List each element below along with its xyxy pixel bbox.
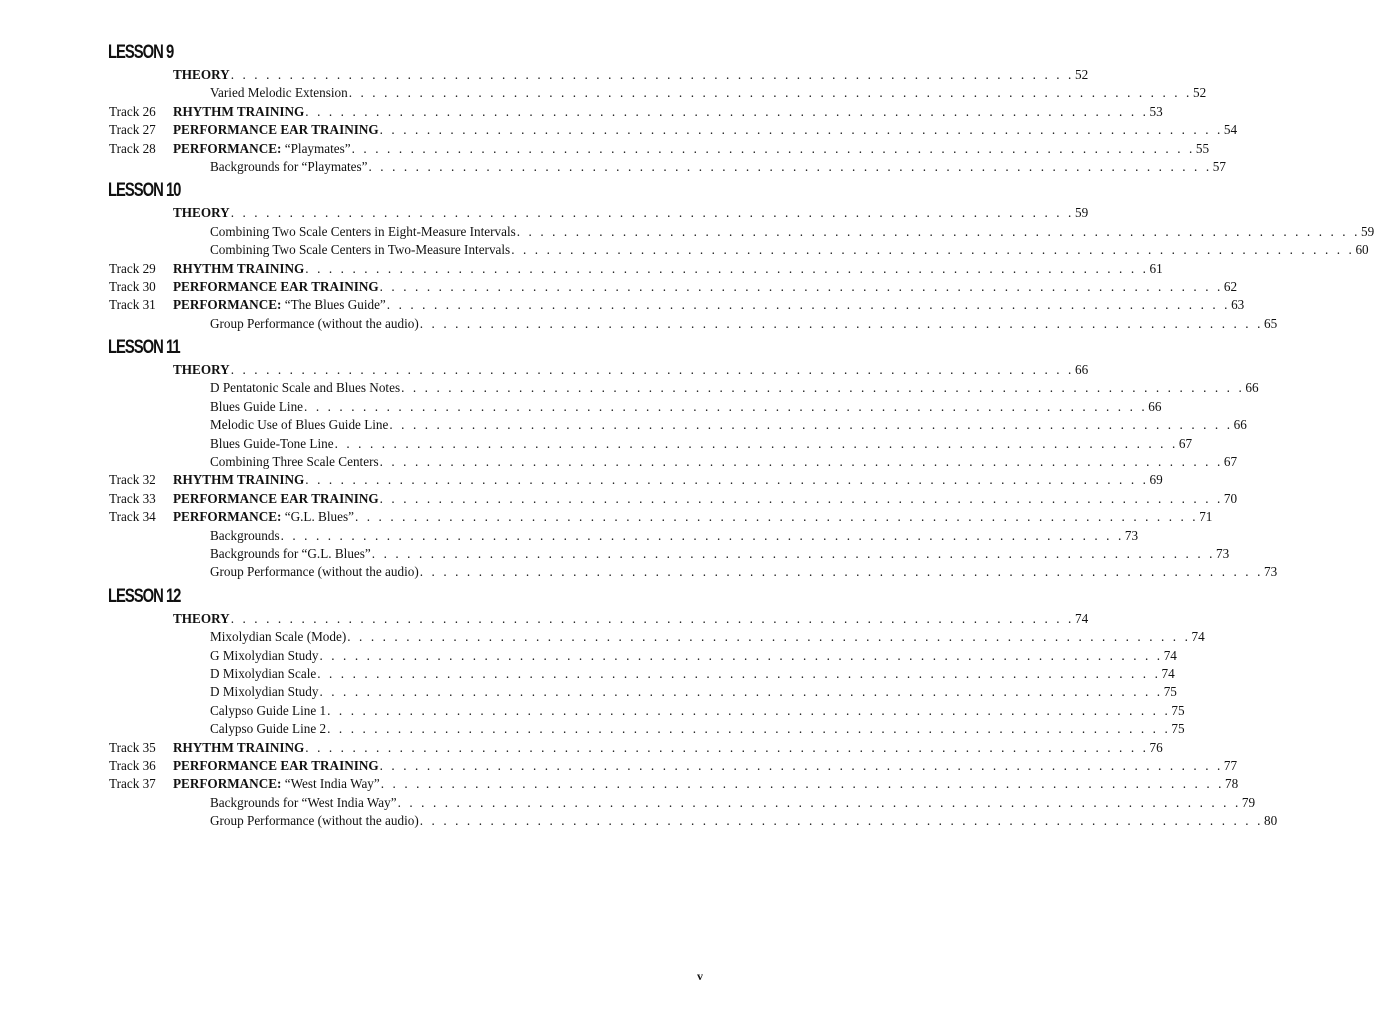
entry-title-text: Combining Two Scale Centers in Eight-Measure Intervals xyxy=(210,223,516,239)
dot-leader: . . . . . . . . . . . . . . . . . . . . . . . . . . . . . . . . . . . . . . . . . . . . . . . . . . . . . . . . . . . . . . . . . . . . . . . . xyxy=(354,509,1199,525)
entry-page-number: 74 xyxy=(1191,629,1205,645)
entry-page-number: 57 xyxy=(1212,158,1226,174)
entry-title xyxy=(210,379,400,397)
entry-page-number: 66 xyxy=(1245,380,1259,396)
entry-line xyxy=(173,121,1238,139)
dot-leader: . . . . . . . . . . . . . . . . . . . . . . . . . . . . . . . . . . . . . . . . . . . . . . . . . . . . . . . . . . . . . . . . . . . . . . . . xyxy=(386,297,1231,313)
entry-page-number: 52 xyxy=(1074,67,1089,82)
entry-title-text: G Mixolydian Study xyxy=(210,647,319,663)
entry-title xyxy=(173,361,230,379)
entry-page-number: 62 xyxy=(1223,278,1238,294)
entry-title xyxy=(210,683,318,701)
toc-subentry[interactable] xyxy=(0,416,1247,434)
dot-leader: . . . . . . . . . . . . . . . . . . . . . . . . . . . . . . . . . . . . . . . . . . . . . . . . . . . . . . . . . . . . . . . . . . . . . . . . xyxy=(347,629,1191,645)
toc-subentry[interactable] xyxy=(0,812,1278,830)
entry-title-text: THEORY xyxy=(173,67,230,82)
entry-line xyxy=(173,66,1089,84)
entry-page-number: 69 xyxy=(1149,472,1163,488)
entry-line xyxy=(173,471,1163,489)
entry-title xyxy=(210,628,346,646)
entry-song-title: “The Blues Guide” xyxy=(284,297,386,313)
toc-entry[interactable] xyxy=(0,361,1089,379)
entry-line xyxy=(210,683,1177,701)
entry-line xyxy=(173,204,1089,222)
dot-leader: . . . . . . . . . . . . . . . . . . . . . . . . . . . . . . . . . . . . . . . . . . . . . . . . . . . . . . . . . . . . . . . . . . . . . . . . xyxy=(419,564,1264,580)
dot-leader: . . . . . . . . . . . . . . . . . . . . . . . . . . . . . . . . . . . . . . . . . . . . . . . . . . . . . . . . . . . . . . . . . . . . . . . . xyxy=(317,665,1161,681)
entry-title xyxy=(210,812,419,830)
entry-page-number: 74 xyxy=(1163,647,1177,663)
entry-line xyxy=(210,158,1226,176)
track-number: Track 37 xyxy=(109,776,156,792)
entry-line xyxy=(210,665,1175,683)
entry-page-number: 75 xyxy=(1171,702,1185,718)
entry-title xyxy=(173,610,230,628)
toc-subentry[interactable] xyxy=(0,379,1259,397)
entry-page-number: 59 xyxy=(1361,223,1374,239)
entry-line xyxy=(173,739,1163,757)
entry-line xyxy=(210,628,1205,646)
toc-subentry[interactable] xyxy=(0,453,1238,471)
entry-title xyxy=(173,121,379,139)
track-number: Track 31 xyxy=(109,297,156,313)
entry-page-number: 66 xyxy=(1074,362,1089,378)
entry-page-number: 74 xyxy=(1161,665,1175,681)
toc-subentry[interactable] xyxy=(0,702,1185,720)
entry-title-text: Group Performance (without the audio) xyxy=(210,813,419,829)
dot-leader: . . . . . . . . . . . . . . . . . . . . . . . . . . . . . . . . . . . . . . . . . . . . . . . . . . . . . . . . . . . . . . . . . . . . . . . . xyxy=(401,380,1245,396)
track-number: Track 35 xyxy=(109,739,156,755)
entry-title-text: Combining Two Scale Centers in Two-Measure Intervals xyxy=(210,242,511,258)
entry-title xyxy=(210,398,303,416)
entry-page-number: 73 xyxy=(1124,527,1139,543)
dot-leader: . . . . . . . . . . . . . . . . . . . . . . . . . . . . . . . . . . . . . . . . . . . . . . . . . . . . . . . . . . . . . . . . . . . . . . . . xyxy=(516,223,1361,239)
toc-subentry[interactable] xyxy=(0,545,1230,563)
entry-title-text: Backgrounds for “West India Way” xyxy=(210,794,397,810)
entry-line xyxy=(210,379,1259,397)
entry-line xyxy=(210,563,1278,581)
toc-subentry[interactable] xyxy=(0,527,1139,545)
lesson-heading: LESSON 9 xyxy=(108,42,174,63)
entry-page-number: 67 xyxy=(1178,435,1193,451)
toc-entry[interactable] xyxy=(0,775,1239,793)
entry-line xyxy=(173,757,1238,775)
entry-title-text: Backgrounds for “G.L. Blues” xyxy=(210,545,371,561)
entry-page-number: 67 xyxy=(1223,454,1238,470)
entry-line xyxy=(210,545,1230,563)
entry-title-text: Combining Three Scale Centers xyxy=(210,454,379,470)
entry-title-text: PERFORMANCE EAR TRAINING xyxy=(173,757,379,773)
entry-line xyxy=(210,647,1177,665)
entry-line xyxy=(173,140,1210,158)
entry-title-text: PERFORMANCE: xyxy=(173,297,282,313)
toc-subentry[interactable] xyxy=(0,794,1256,812)
entry-page-number: 55 xyxy=(1195,140,1210,156)
entry-title-text: RHYTHM TRAINING xyxy=(173,739,305,755)
track-number: Track 26 xyxy=(109,103,156,119)
track-number: Track 32 xyxy=(109,472,156,488)
toc-entry[interactable] xyxy=(0,471,1163,489)
entry-title xyxy=(210,453,379,471)
entry-title xyxy=(210,241,510,259)
entry-title xyxy=(173,140,351,158)
dot-leader: . . . . . . . . . . . . . . . . . . . . . . . . . . . . . . . . . . . . . . . . . . . . . . . . . . . . . . . . . . . . . . . . . . . . . . . . xyxy=(379,757,1223,773)
toc-subentry[interactable] xyxy=(0,398,1162,416)
toc-entry[interactable] xyxy=(0,121,1238,139)
track-number: Track 33 xyxy=(109,490,156,506)
dot-leader: . . . . . . . . . . . . . . . . . . . . . . . . . . . . . . . . . . . . . . . . . . . . . . . . . . . . . . . . . . . . . . . . . . . . . . . . xyxy=(327,721,1171,737)
dot-leader: . . . . . . . . . . . . . . . . . . . . . . . . . . . . . . . . . . . . . . . . . . . . . . . . . . . . . . . . . . . . . . . . . . . . . . . . xyxy=(304,398,1148,414)
entry-title-text: PERFORMANCE: xyxy=(173,140,282,156)
entry-title xyxy=(173,260,304,278)
entry-line xyxy=(210,527,1139,545)
dot-leader: . . . . . . . . . . . . . . . . . . . . . . . . . . . . . . . . . . . . . . . . . . . . . . . . . . . . . . . . . . . . . . . . . . . . . . . . xyxy=(371,545,1216,561)
entry-line xyxy=(173,296,1245,314)
track-number: Track 29 xyxy=(109,260,156,276)
toc-subentry[interactable] xyxy=(0,435,1193,453)
toc-subentry[interactable] xyxy=(0,563,1278,581)
toc-subentry[interactable] xyxy=(0,683,1177,701)
dot-leader: . . . . . . . . . . . . . . . . . . . . . . . . . . . . . . . . . . . . . . . . . . . . . . . . . . . . . . . . . . . . . . . . . . . . . . . . xyxy=(511,242,1355,258)
toc-subentry[interactable] xyxy=(0,223,1374,241)
toc-subentry[interactable] xyxy=(0,158,1226,176)
entry-title xyxy=(173,739,304,757)
toc-subentry[interactable] xyxy=(0,720,1185,738)
entry-page-number: 54 xyxy=(1223,122,1238,138)
lesson-section xyxy=(0,40,1238,176)
entry-title xyxy=(210,435,334,453)
dot-leader: . . . . . . . . . . . . . . . . . . . . . . . . . . . . . . . . . . . . . . . . . . . . . . . . . . . . . . . . . . . . . . . . . . . . . . . . xyxy=(327,702,1171,718)
entry-line xyxy=(173,610,1089,628)
track-number: Track 36 xyxy=(109,757,156,773)
track-number: Track 30 xyxy=(109,278,156,294)
entry-title-text: PERFORMANCE: xyxy=(173,509,282,525)
entry-line xyxy=(173,490,1238,508)
entry-title-text: Calypso Guide Line 1 xyxy=(210,702,327,718)
entry-title-text: THEORY xyxy=(173,610,230,626)
entry-title-text: Calypso Guide Line 2 xyxy=(210,721,327,737)
entry-title-text: Melodic Use of Blues Guide Line xyxy=(210,417,389,433)
dot-leader: . . . . . . . . . . . . . . . . . . . . . . . . . . . . . . . . . . . . . . . . . . . . . . . . . . . . . . . . . . . . . . . . . . . . . . . . xyxy=(379,490,1223,506)
entry-title xyxy=(173,204,230,222)
entry-page-number: 63 xyxy=(1231,297,1245,313)
entry-title-text: Backgrounds for “Playmates” xyxy=(210,158,368,174)
entry-title xyxy=(173,66,230,84)
entry-line xyxy=(210,702,1185,720)
entry-line xyxy=(210,398,1162,416)
toc-subentry[interactable] xyxy=(0,628,1205,646)
lesson-heading: LESSON 12 xyxy=(108,585,181,607)
toc-entry[interactable] xyxy=(0,296,1245,314)
entry-page-number: 71 xyxy=(1199,509,1213,525)
entry-title xyxy=(210,84,348,102)
entry-line xyxy=(210,720,1185,738)
entry-title-text: PERFORMANCE EAR TRAINING xyxy=(173,122,379,138)
entry-page-number: 70 xyxy=(1223,490,1238,506)
entry-title xyxy=(210,563,419,581)
dot-leader: . . . . . . . . . . . . . . . . . . . . . . . . . . . . . . . . . . . . . . . . . . . . . . . . . . . . . . . . . . . . . . . . . . . . . . . . xyxy=(419,315,1264,331)
entry-title-text: Group Performance (without the audio) xyxy=(210,315,419,331)
toc-subentry[interactable] xyxy=(0,84,1207,102)
entry-line xyxy=(210,223,1374,241)
track-number: Track 27 xyxy=(109,122,156,138)
dot-leader: . . . . . . . . . . . . . . . . . . . . . . . . . . . . . . . . . . . . . . . . . . . . . . . . . . . . . . . . . . . . . . . . . . . . . . . . xyxy=(368,158,1212,174)
dot-leader: . . . . . . . . . . . . . . . . . . . . . . . . . . . . . . . . . . . . . . . . . . . . . . . . . . . . . . . . . . . . . . . . . . . . . . . . xyxy=(334,435,1178,451)
entry-line xyxy=(173,103,1163,121)
lesson-section xyxy=(0,584,1278,831)
dot-leader: . . . . . . . . . . . . . . . . . . . . . . . . . . . . . . . . . . . . . . . . . . . . . . . . . . . . . . . . . . . . . . . . . . . . . . . . xyxy=(319,684,1163,700)
entry-page-number: 60 xyxy=(1355,242,1369,258)
entry-line xyxy=(210,435,1193,453)
dot-leader: . . . . . . . . . . . . . . . . . . . . . . . . . . . . . . . . . . . . . . . . . . . . . . . . . . . . . . . . . . . . . . . . . . . . . . . . xyxy=(230,67,1074,82)
entry-title-text: Mixolydian Scale (Mode) xyxy=(210,629,347,645)
dot-leader: . . . . . . . . . . . . . . . . . . . . . . . . . . . . . . . . . . . . . . . . . . . . . . . . . . . . . . . . . . . . . . . . . . . . . . . . xyxy=(305,739,1149,755)
entry-title-text: D Pentatonic Scale and Blues Notes xyxy=(210,380,401,396)
entry-page-number: 66 xyxy=(1233,417,1247,433)
entry-line xyxy=(210,453,1238,471)
entry-song-title: “G.L. Blues” xyxy=(284,509,354,525)
dot-leader: . . . . . . . . . . . . . . . . . . . . . . . . . . . . . . . . . . . . . . . . . . . . . . . . . . . . . . . . . . . . . . . . . . . . . . . . xyxy=(305,472,1149,488)
dot-leader: . . . . . . . . . . . . . . . . . . . . . . . . . . . . . . . . . . . . . . . . . . . . . . . . . . . . . . . . . . . . . . . . . . . . . . . . xyxy=(348,85,1192,101)
dot-leader: . . . . . . . . . . . . . . . . . . . . . . . . . . . . . . . . . . . . . . . . . . . . . . . . . . . . . . . . . . . . . . . . . . . . . . . . xyxy=(230,610,1074,626)
entry-title xyxy=(210,527,280,545)
entry-title-text: RHYTHM TRAINING xyxy=(173,103,305,119)
entry-page-number: 74 xyxy=(1074,610,1089,626)
entry-title-text: THEORY xyxy=(173,205,230,221)
entry-title-text: PERFORMANCE EAR TRAINING xyxy=(173,278,379,294)
entry-title xyxy=(210,223,516,241)
entry-title-text: D Mixolydian Study xyxy=(210,684,319,700)
dot-leader: . . . . . . . . . . . . . . . . . . . . . . . . . . . . . . . . . . . . . . . . . . . . . . . . . . . . . . . . . . . . . . . . . . . . . . . . xyxy=(379,454,1223,470)
lesson-section xyxy=(0,335,1278,582)
entry-title-text: THEORY xyxy=(173,362,230,378)
entry-line xyxy=(210,315,1278,333)
entry-title xyxy=(173,490,379,508)
lesson-section xyxy=(0,178,1374,333)
toc-entry[interactable] xyxy=(0,66,1089,84)
dot-leader: . . . . . . . . . . . . . . . . . . . . . . . . . . . . . . . . . . . . . . . . . . . . . . . . . . . . . . . . . . . . . . . . . . . . . . . . xyxy=(305,260,1149,276)
toc-entry[interactable] xyxy=(0,739,1163,757)
entry-line xyxy=(210,416,1247,434)
entry-title-text: Blues Guide-Tone Line xyxy=(210,435,334,451)
entry-page-number: 79 xyxy=(1241,794,1256,810)
toc-entry[interactable] xyxy=(0,260,1163,278)
entry-line xyxy=(173,775,1239,793)
dot-leader: . . . . . . . . . . . . . . . . . . . . . . . . . . . . . . . . . . . . . . . . . . . . . . . . . . . . . . . . . . . . . . . . . . . . . . . . xyxy=(305,103,1149,119)
entry-page-number: 52 xyxy=(1192,85,1207,101)
toc-subentry[interactable] xyxy=(0,665,1175,683)
entry-page-number: 66 xyxy=(1148,398,1162,414)
dot-leader: . . . . . . . . . . . . . . . . . . . . . . . . . . . . . . . . . . . . . . . . . . . . . . . . . . . . . . . . . . . . . . . . . . . . . . . . xyxy=(230,205,1074,221)
entry-title xyxy=(173,775,380,793)
entry-song-title: “West India Way” xyxy=(284,776,380,792)
entry-line xyxy=(210,794,1256,812)
dot-leader: . . . . . . . . . . . . . . . . . . . . . . . . . . . . . . . . . . . . . . . . . . . . . . . . . . . . . . . . . . . . . . . . . . . . . . . . xyxy=(351,140,1195,156)
toc-subentry[interactable] xyxy=(0,647,1177,665)
entry-page-number: 53 xyxy=(1149,103,1163,119)
toc-entry[interactable] xyxy=(0,103,1163,121)
entry-title xyxy=(173,278,379,296)
entry-page-number: 76 xyxy=(1149,739,1163,755)
entry-page-number: 78 xyxy=(1225,776,1239,792)
entry-line xyxy=(173,278,1238,296)
entry-title xyxy=(210,794,397,812)
entry-title-text: PERFORMANCE: xyxy=(173,776,282,792)
entry-title-text: PERFORMANCE EAR TRAINING xyxy=(173,490,379,506)
entry-page-number: 77 xyxy=(1223,757,1238,773)
entry-title-text: Backgrounds xyxy=(210,527,280,543)
toc-subentry[interactable] xyxy=(0,241,1369,259)
entry-title-text: RHYTHM TRAINING xyxy=(173,260,305,276)
dot-leader: . . . . . . . . . . . . . . . . . . . . . . . . . . . . . . . . . . . . . . . . . . . . . . . . . . . . . . . . . . . . . . . . . . . . . . . . xyxy=(389,417,1233,433)
entry-page-number: 73 xyxy=(1216,545,1230,561)
entry-title xyxy=(210,315,419,333)
dot-leader: . . . . . . . . . . . . . . . . . . . . . . . . . . . . . . . . . . . . . . . . . . . . . . . . . . . . . . . . . . . . . . . . . . . . . . . . xyxy=(230,362,1074,378)
lesson-heading: LESSON 11 xyxy=(108,337,180,359)
entry-title xyxy=(210,545,371,563)
entry-line xyxy=(210,84,1207,102)
entry-line xyxy=(173,508,1213,526)
toc-subentry[interactable] xyxy=(0,315,1278,333)
entry-title xyxy=(173,296,386,314)
dot-leader: . . . . . . . . . . . . . . . . . . . . . . . . . . . . . . . . . . . . . . . . . . . . . . . . . . . . . . . . . . . . . . . . . . . . . . . . xyxy=(280,527,1124,543)
dot-leader: . . . . . . . . . . . . . . . . . . . . . . . . . . . . . . . . . . . . . . . . . . . . . . . . . . . . . . . . . . . . . . . . . . . . . . . . xyxy=(380,776,1225,792)
toc-entry[interactable] xyxy=(0,757,1238,775)
dot-leader: . . . . . . . . . . . . . . . . . . . . . . . . . . . . . . . . . . . . . . . . . . . . . . . . . . . . . . . . . . . . . . . . . . . . . . . . xyxy=(419,813,1264,829)
entry-title xyxy=(173,471,304,489)
entry-title-text: RHYTHM TRAINING xyxy=(173,472,305,488)
table-of-contents xyxy=(0,38,1374,830)
toc-entry[interactable] xyxy=(0,490,1238,508)
entry-page-number: 61 xyxy=(1149,260,1163,276)
entry-page-number: 80 xyxy=(1264,813,1278,829)
entry-title xyxy=(210,665,316,683)
entry-page-number: 59 xyxy=(1074,205,1089,221)
entry-song-title: “Playmates” xyxy=(284,140,351,156)
entry-title xyxy=(210,158,367,176)
dot-leader: . . . . . . . . . . . . . . . . . . . . . . . . . . . . . . . . . . . . . . . . . . . . . . . . . . . . . . . . . . . . . . . . . . . . . . . . xyxy=(379,122,1223,138)
track-number: Track 28 xyxy=(109,140,156,156)
entry-line xyxy=(210,812,1278,830)
entry-line xyxy=(210,241,1369,259)
entry-title xyxy=(173,103,304,121)
toc-entry[interactable] xyxy=(0,204,1089,222)
page-number: v xyxy=(697,969,703,983)
entry-title xyxy=(173,508,354,526)
entry-page-number: 73 xyxy=(1264,564,1278,580)
toc-entry[interactable] xyxy=(0,140,1210,158)
toc-entry[interactable] xyxy=(0,278,1238,296)
entry-title-text: Blues Guide Line xyxy=(210,398,304,414)
entry-line xyxy=(173,361,1089,379)
entry-title-text: Group Performance (without the audio) xyxy=(210,564,419,580)
entry-line xyxy=(173,260,1163,278)
entry-title-text: D Mixolydian Scale xyxy=(210,665,317,681)
track-number: Track 34 xyxy=(109,509,156,525)
dot-leader: . . . . . . . . . . . . . . . . . . . . . . . . . . . . . . . . . . . . . . . . . . . . . . . . . . . . . . . . . . . . . . . . . . . . . . . . xyxy=(397,794,1241,810)
entry-page-number: 75 xyxy=(1163,684,1177,700)
entry-title xyxy=(210,702,326,720)
lesson-heading: LESSON 10 xyxy=(108,180,181,202)
entry-title xyxy=(210,720,326,738)
toc-entry[interactable] xyxy=(0,508,1213,526)
entry-title xyxy=(210,647,318,665)
dot-leader: . . . . . . . . . . . . . . . . . . . . . . . . . . . . . . . . . . . . . . . . . . . . . . . . . . . . . . . . . . . . . . . . . . . . . . . . xyxy=(379,278,1223,294)
entry-title xyxy=(210,416,388,434)
toc-entry[interactable] xyxy=(0,610,1089,628)
dot-leader: . . . . . . . . . . . . . . . . . . . . . . . . . . . . . . . . . . . . . . . . . . . . . . . . . . . . . . . . . . . . . . . . . . . . . . . . xyxy=(319,647,1163,663)
entry-title xyxy=(173,757,379,775)
entry-page-number: 65 xyxy=(1264,315,1278,331)
entry-page-number: 75 xyxy=(1171,721,1185,737)
entry-title-text: Varied Melodic Extension xyxy=(210,85,348,101)
